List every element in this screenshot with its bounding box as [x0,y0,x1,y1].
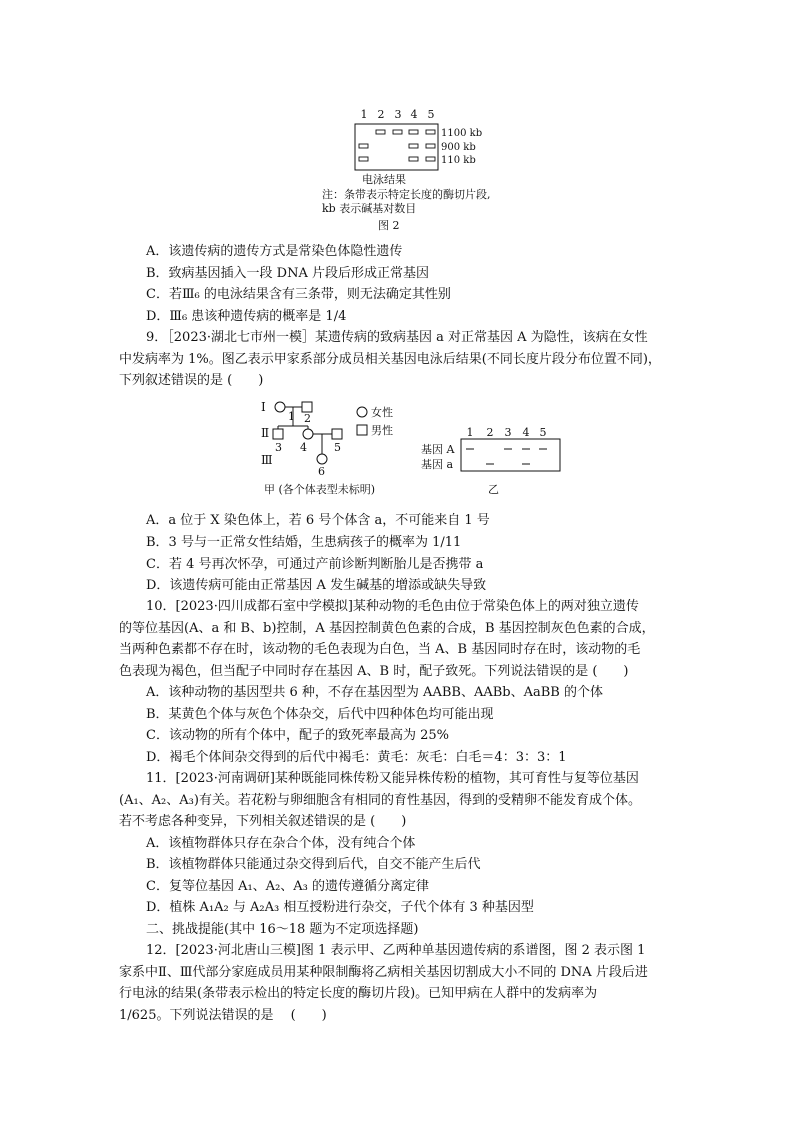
band [426,157,435,161]
fig2-lane-1: 1 [360,108,368,121]
prev-option-b: B．致病基因插入一段 DNA 片段后形成正常基因 [146,266,430,281]
q10-option-d: D．褐毛个体间杂交得到的后代中褐毛：黄毛：灰毛：白毛＝4：3：3：1 [146,750,567,765]
legend-female-label: 女性 [371,406,393,419]
gen-label-1: Ⅰ [261,400,266,414]
q9-line-1: 9．［2023·湖北七市州一模］某遗传病的致病基因 a 对正常基因 A 为隐性，该病在女性 [146,330,648,345]
legend-male-label: 男性 [371,424,393,437]
fig2-lane-5: 5 [427,108,435,121]
band-label-1100: 1100 kb [441,128,483,139]
female-4 [303,429,313,439]
individual-3: 3 [275,441,282,454]
q9-line-2: 中发病率为 1%。图乙表示甲家系部分成员相关基因电泳后结果(不同长度片段分布位置不同)， [119,352,661,367]
gel-lane-5: 5 [539,426,547,439]
individual-4: 4 [300,441,307,454]
q10-option-c: C．该动物的所有个体中，配子的致死率最高为 25% [146,728,449,743]
q9-option-c: C．若 4 号再次怀孕，可通过产前诊断判断胎儿是否携带 a [146,557,484,572]
gel-lane-4: 4 [522,426,530,439]
gel-lane-1: 1 [466,426,474,439]
q9-pedigree [255,396,410,476]
female-1 [275,402,285,412]
gel-lane-3: 3 [504,426,512,439]
gel-row-a: 基因 A [421,443,455,456]
prev-option-c: C．若Ⅲ₆ 的电泳结果含有三条带，则无法确定其性别 [146,287,451,302]
fig2-lane-3: 3 [394,108,402,121]
q11-option-c: C．复等位基因 A₁、A₂、A₃ 的遗传遵循分离定律 [146,879,430,894]
band [376,130,385,134]
gen-label-3: Ⅲ [261,453,273,467]
band [409,157,418,161]
male-3 [273,429,283,439]
male-2 [302,402,312,412]
fig2-note-1: 注：条带表示特定长度的酶切片段, [322,188,491,201]
q11-option-b: B．该植物群体只能通过杂交得到后代，自交不能产生后代 [146,857,481,872]
q12-line-2: 家系中Ⅱ、Ⅲ代部分家庭成员用某种限制酶将乙病相关基因切割成大小不同的 DNA 片段后进 [119,965,648,980]
fig2-lane-2: 2 [377,108,385,121]
pedigree-caption: 甲 (各个体表型未标明) [264,483,376,496]
q12-line-3: 行电泳的结果(条带表示检出的特定长度的酶切片段)。已知甲病在人群中的发病率为 [119,986,598,1001]
individual-1: 1 [288,410,295,423]
gel-box [461,439,560,471]
band [409,144,418,148]
q10-line-2: 的等位基因(A、a 和 B、b)控制，A 基因控制黄色色素的合成，B 基因控制灰色色素的合成， [119,621,655,636]
q9-gel [420,426,565,476]
q10-option-a: A．该种动物的基因型共 6 种，不存在基因型为 AABB、AABb、AaBB 的个体 [146,685,603,700]
gel-caption: 乙 [488,483,499,496]
q10-line-4: 色表现为褐色，但当配子中同时存在基因 A、B 时，配子致死。下列说法错误的是 ( ) [119,664,629,679]
fig2-gel-box [355,124,438,170]
q9-option-b: B．3 号与一正常女性结婚，生患病孩子的概率为 1/11 [146,535,462,550]
band-label-110: 110 kb [441,155,476,166]
legend-female-icon [357,407,367,417]
q12-line-1: 12．[2023·河北唐山三模]图 1 表示甲、乙两种单基因遗传病的系谱图，图 2 表示图 1 [146,943,646,958]
q9-option-d: D．该遗传病可能由正常基因 A 发生碱基的增添或缺失导致 [146,578,487,593]
individual-6: 6 [318,465,325,476]
female-6 [317,454,327,464]
band-label-900: 900 kb [441,142,476,153]
fig2-label: 图 2 [378,219,400,232]
gen-label-2: Ⅱ [261,426,270,440]
q10-line-1: 10．[2023·四川成都石室中学模拟]某种动物的毛色由位于常染色体上的两对独立遗传 [146,599,639,614]
section-heading: 二、挑战提能(其中 16～18 题为不定项选择题) [146,922,419,937]
prev-option-d: D．Ⅲ₆ 患该种遗传病的概率是 1/4 [146,309,347,324]
prev-option-a: A．该遗传病的遗传方式是常染色体隐性遗传 [146,244,403,259]
band [426,130,435,134]
legend-male-icon [357,425,367,435]
q11-option-d: D．植株 A₁A₂ 与 A₂A₃ 相互授粉进行杂交，子代个体有 3 种基因型 [146,900,534,915]
q10-option-b: B．某黄色个体与灰色个体杂交，后代中四种体色均可能出现 [146,707,494,722]
q9-option-a: A．a 位于 X 染色体上，若 6 号个体含 a，不可能来自 1 号 [146,513,490,528]
figure2-gel [352,106,502,174]
male-5 [332,429,342,439]
q10-line-3: 当两种色素都不存在时，该动物的毛色表现为白色，当 A、B 基因同时存在时，该动物的毛 [119,642,641,657]
fig2-note-2: kb 表示碱基对数目 [322,202,417,215]
q9-line-3: 下列叙述错误的是 ( ) [119,373,264,388]
individual-2: 2 [304,412,311,425]
q11-line-1: 11．[2023·河南调研]某种既能同株传粉又能异株传粉的植物，其可育性与复等位基因 [146,771,639,786]
q11-line-3: 若不考虑各种变异，下列相关叙述错误的是 ( ) [119,814,407,829]
gel-lane-2: 2 [486,426,494,439]
gel-row-b: 基因 a [421,458,454,471]
individual-5: 5 [334,441,341,454]
q12-line-4: 1/625。下列说法错误的是 ( ) [119,1008,327,1023]
q11-option-a: A．该植物群体只存在杂合个体，没有纯合个体 [146,836,416,851]
band [426,144,435,148]
fig2-caption: 电泳结果 [362,173,406,186]
band [359,157,368,161]
band [393,130,402,134]
band [359,144,368,148]
fig2-lane-4: 4 [410,108,418,121]
band [409,130,418,134]
q11-line-2: (A₁、A₂、A₃)有关。若花粉与卵细胞含有相同的育性基因，得到的受精卵不能发育成个体。 [119,793,641,808]
